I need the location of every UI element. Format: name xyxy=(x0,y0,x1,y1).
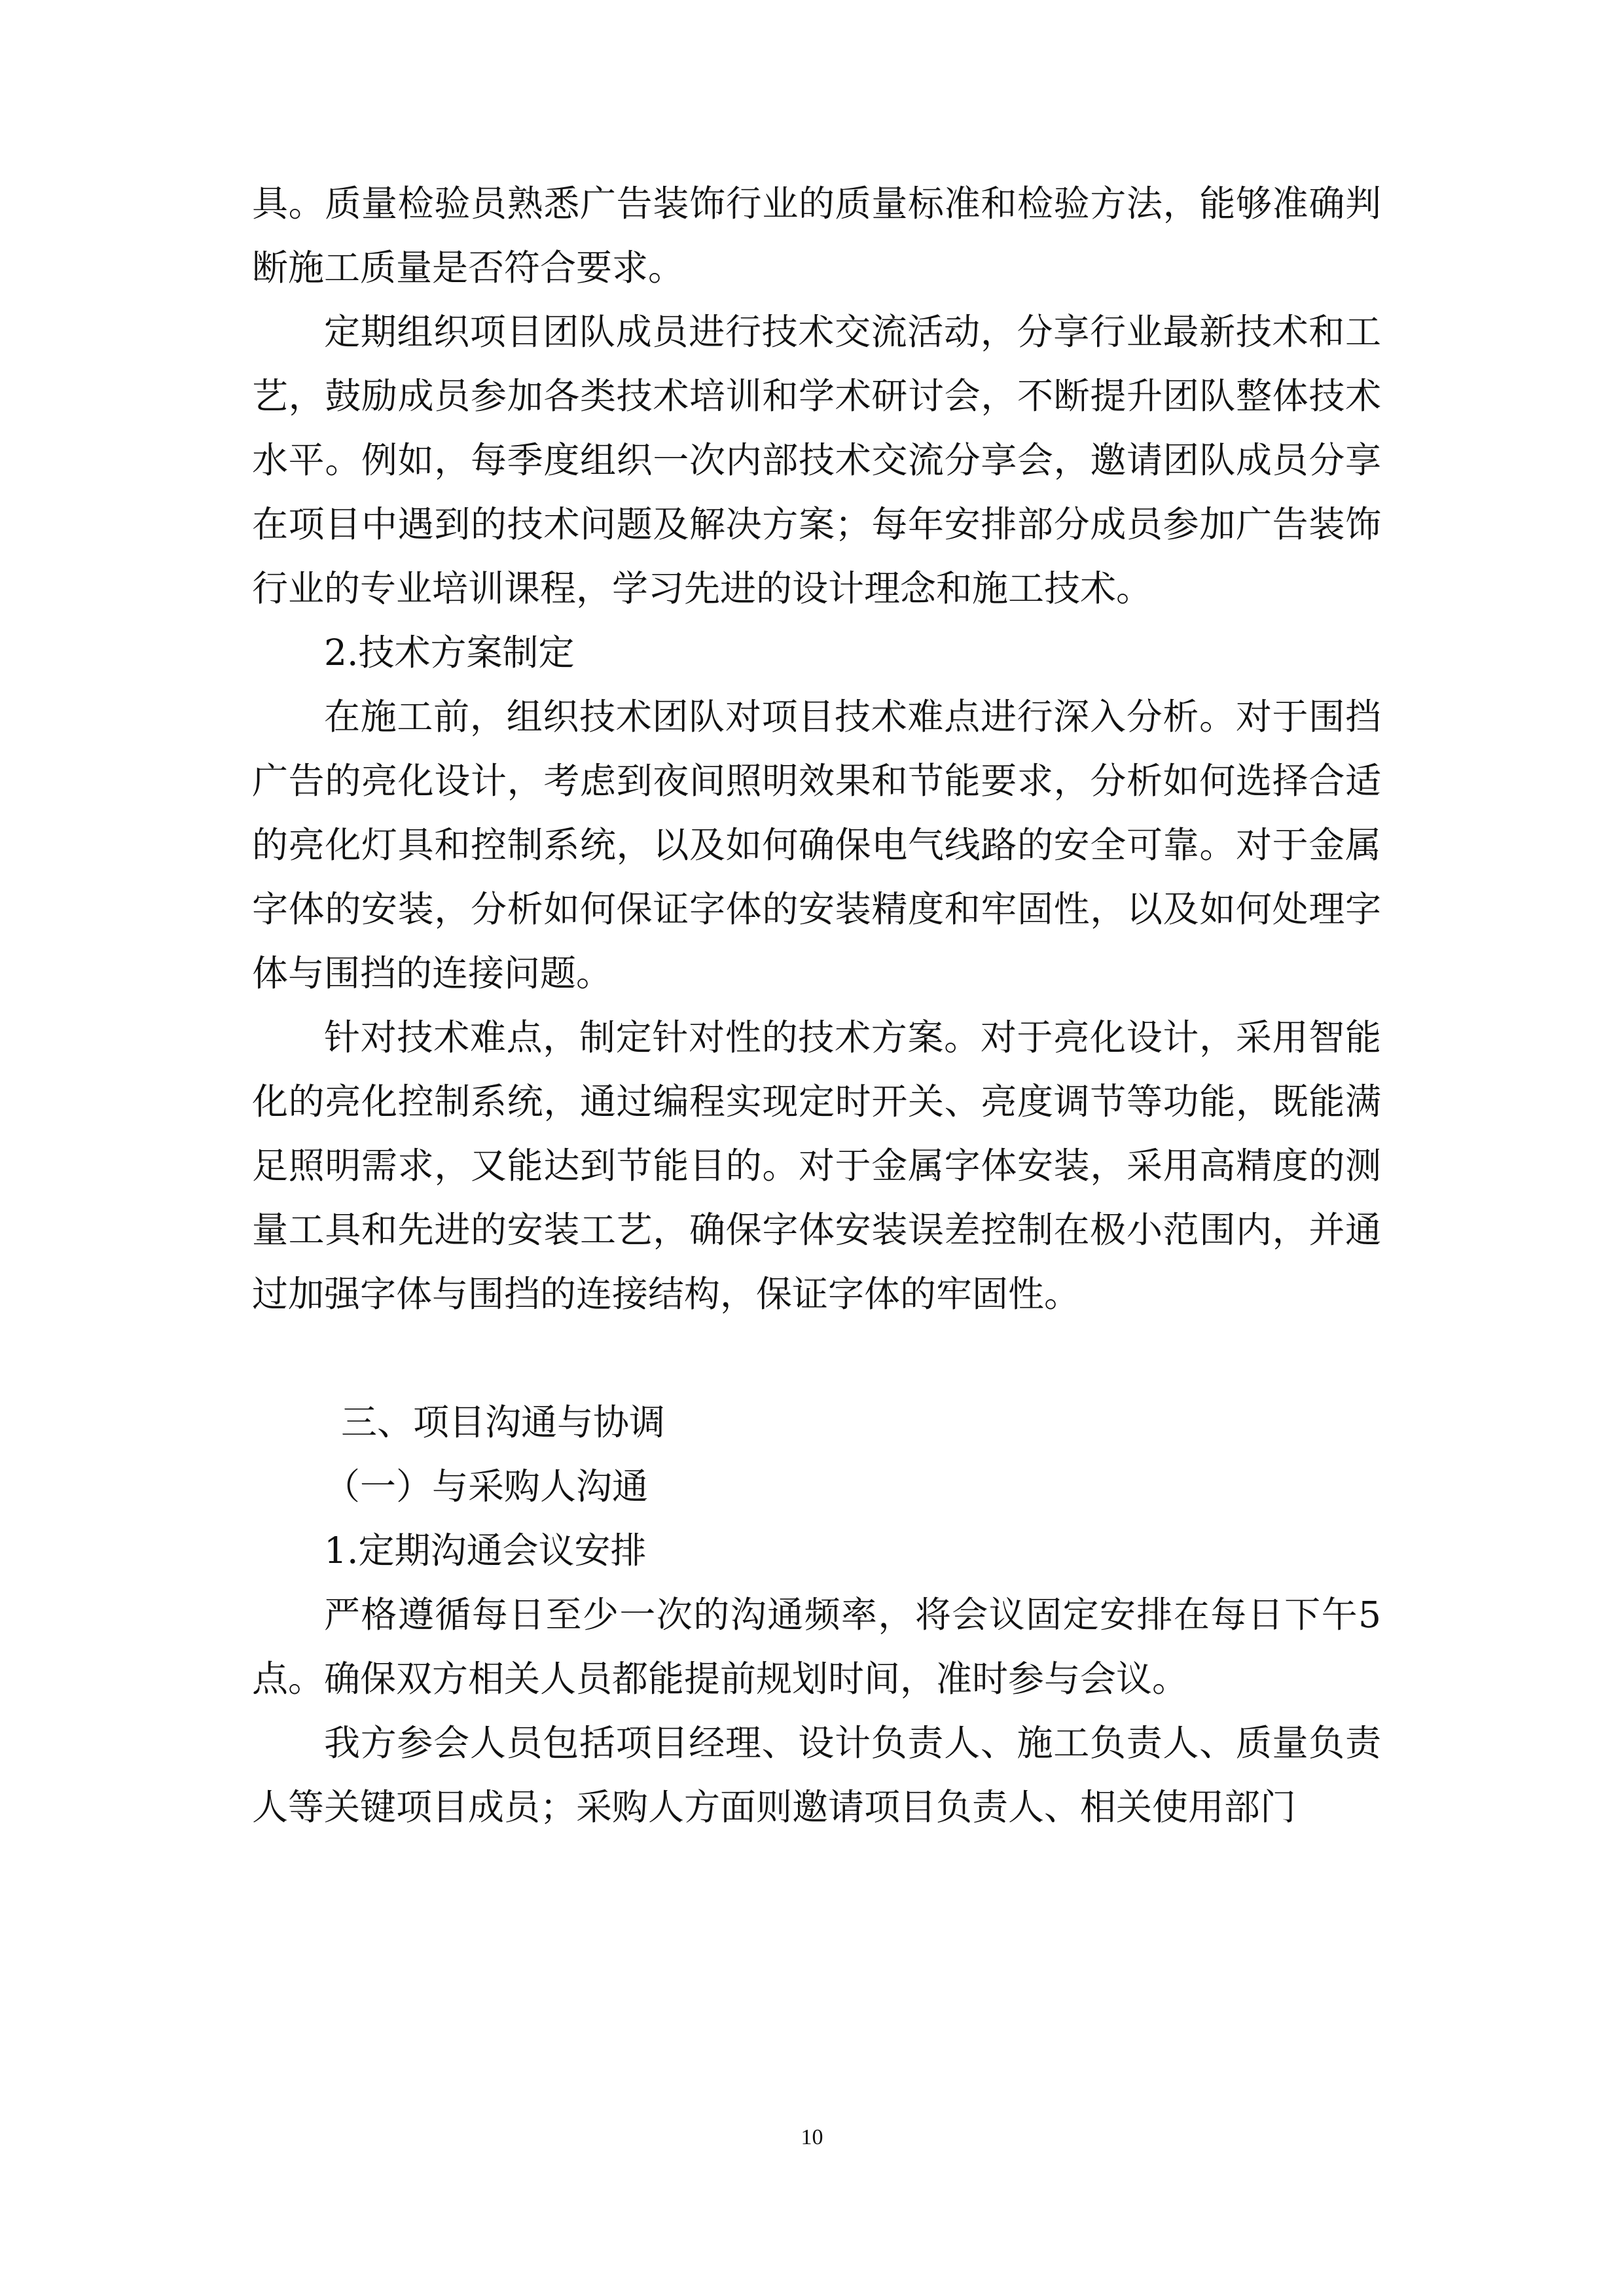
paragraph-tech-exchange: 定期组织项目团队成员进行技术交流活动，分享行业最新技术和工艺，鼓励成员参加各类技术培训和学术研讨会，不断提升团队整体技术水平。例如，每季度组织一次内部技术交流分享会，邀请团队成员分享在项目中遇到的技术问题及解决方案；每年安排部分成员参加广告装饰行业的专业培训课程，学习先进的设计理念和施工技术。 xyxy=(252,311,1381,609)
paragraph-meeting-attendees: 我方参会人员包括项目经理、设计负责人、施工负责人、质量负责人等关键项目成员；采购人方面则邀请项目负责人、相关使用部门 xyxy=(252,1722,1381,1828)
subsection-heading-purchaser: （一）与采购人沟通 xyxy=(324,1465,649,1507)
page-number: 10 xyxy=(801,2125,823,2149)
heading-tech-plan: 2.技术方案制定 xyxy=(324,632,575,673)
paragraph-meeting-frequency: 严格遵循每日至少一次的沟通频率，将会议固定安排在每日下午5点。确保双方相关人员都能提前规划时间，准时参与会议。 xyxy=(252,1594,1381,1700)
heading-regular-meeting: 1.定期沟通会议安排 xyxy=(324,1530,647,1571)
section-heading-communication: 三、项目沟通与协调 xyxy=(341,1401,666,1443)
body-text xyxy=(252,171,1381,1839)
paragraph-tech-solution: 针对技术难点，制定针对性的技术方案。对于亮化设计，采用智能化的亮化控制系统，通过编程实现定时开关、亮度调节等功能，既能满足照明需求，又能达到节能目的。对于金属字体安装，采用高精度的测量工具和先进的安装工艺，确保字体安装误差控制在极小范围内，并通过加强字体与围挡的连接结构，保证字体的牢固性。 xyxy=(252,1016,1381,1315)
paragraph-tech-difficulty-analysis: 在施工前，组织技术团队对项目技术难点进行深入分析。对于围挡广告的亮化设计，考虑到夜间照明效果和节能要求，分析如何选择合适的亮化灯具和控制系统，以及如何确保电气线路的安全可靠。对于金属字体的安装，分析如何保证字体的安装精度和牢固性，以及如何处理字体与围挡的连接问题。 xyxy=(252,696,1381,994)
paragraph-quality-inspector: 具。质量检验员熟悉广告装饰行业的质量标准和检验方法，能够准确判断施工质量是否符合要求。 xyxy=(252,183,1381,289)
